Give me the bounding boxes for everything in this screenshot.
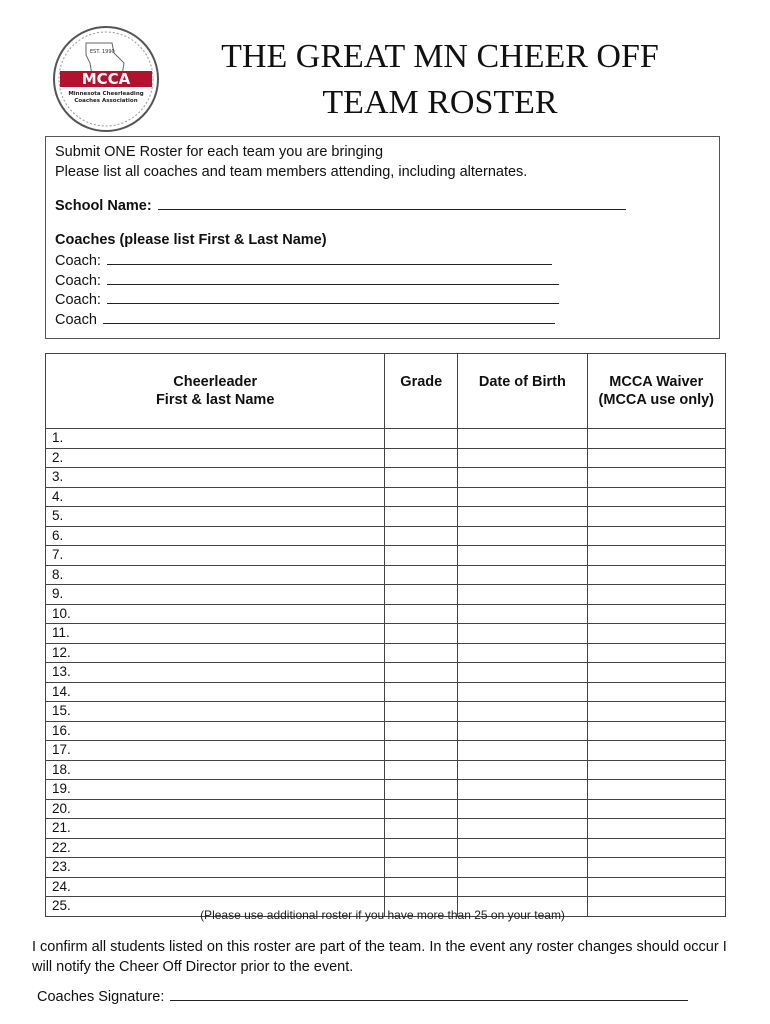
grade-cell[interactable]: [385, 429, 458, 449]
grade-cell[interactable]: [385, 838, 458, 858]
title-line-1: THE GREAT MN CHEER OFF: [221, 38, 659, 75]
grade-cell[interactable]: [385, 877, 458, 897]
row-number[interactable]: 23.: [46, 858, 385, 878]
dob-cell[interactable]: [458, 780, 587, 800]
dob-cell[interactable]: [458, 429, 587, 449]
coach-label: Coach: [55, 311, 97, 328]
roster-table: [45, 353, 726, 917]
waiver-cell[interactable]: [587, 487, 725, 507]
signature-row: [37, 986, 688, 1005]
additional-roster-note: (Please use additional roster if you have more than 25 on your team): [200, 908, 565, 922]
coach-field-1[interactable]: [107, 250, 552, 265]
dob-cell[interactable]: [458, 565, 587, 585]
logo-main-text: MCCA: [81, 70, 131, 88]
waiver-cell[interactable]: [587, 585, 725, 605]
waiver-cell[interactable]: [587, 448, 725, 468]
roster-row: [46, 429, 726, 449]
grade-cell[interactable]: [385, 819, 458, 839]
row-number[interactable]: 9.: [46, 585, 385, 605]
waiver-cell[interactable]: [587, 624, 725, 644]
waiver-cell[interactable]: [587, 507, 725, 527]
dob-cell[interactable]: [458, 507, 587, 527]
roster-row: [46, 760, 726, 780]
roster-row: [46, 721, 726, 741]
dob-cell[interactable]: [458, 799, 587, 819]
signature-label: Coaches Signature:: [37, 989, 165, 1005]
row-number[interactable]: 5.: [46, 507, 385, 527]
row-number[interactable]: 8.: [46, 565, 385, 585]
grade-cell[interactable]: [385, 702, 458, 722]
dob-cell[interactable]: [458, 604, 587, 624]
dob-cell[interactable]: [458, 448, 587, 468]
row-number[interactable]: 1.: [46, 429, 385, 449]
coach-row-2: [55, 270, 719, 290]
signature-field[interactable]: [170, 986, 688, 1001]
dob-cell[interactable]: [458, 624, 587, 644]
row-number[interactable]: 13.: [46, 663, 385, 683]
roster-row: [46, 585, 726, 605]
row-number[interactable]: 17.: [46, 741, 385, 761]
dob-cell[interactable]: [458, 819, 587, 839]
grade-cell[interactable]: [385, 546, 458, 566]
roster-row: [46, 643, 726, 663]
coach-row-1: [55, 250, 719, 270]
roster-row: [46, 877, 726, 897]
grade-cell[interactable]: [385, 468, 458, 488]
roster-row: [46, 858, 726, 878]
row-number[interactable]: 16.: [46, 721, 385, 741]
coach-label: Coach:: [55, 292, 101, 308]
roster-row: [46, 507, 726, 527]
waiver-cell[interactable]: [587, 799, 725, 819]
dob-cell[interactable]: [458, 546, 587, 566]
coach-label: Coach:: [55, 272, 101, 289]
waiver-cell[interactable]: [587, 760, 725, 780]
grade-cell[interactable]: [385, 663, 458, 683]
mcca-logo: [52, 25, 160, 133]
grade-cell[interactable]: [385, 604, 458, 624]
waiver-cell[interactable]: [587, 741, 725, 761]
logo-est-text: EST. 1990: [90, 49, 115, 55]
row-number[interactable]: 4.: [46, 487, 385, 507]
row-number[interactable]: 11.: [46, 624, 385, 644]
roster-row: [46, 799, 726, 819]
row-number[interactable]: 15.: [46, 702, 385, 722]
grade-cell[interactable]: [385, 624, 458, 644]
grade-cell[interactable]: [385, 760, 458, 780]
team-info-box: [45, 136, 720, 339]
coach-field-3[interactable]: [107, 289, 559, 304]
grade-cell[interactable]: [385, 858, 458, 878]
logo-sub-text-1: Minnesota Cheerleading: [68, 91, 144, 97]
dob-cell[interactable]: [458, 487, 587, 507]
row-number[interactable]: 2.: [46, 448, 385, 468]
coach-row-4: [55, 309, 719, 329]
waiver-cell[interactable]: [587, 663, 725, 683]
roster-row: [46, 565, 726, 585]
dob-cell[interactable]: [458, 643, 587, 663]
grade-cell[interactable]: [385, 448, 458, 468]
roster-row: [46, 838, 726, 858]
header-grade: Grade: [385, 354, 458, 429]
row-number[interactable]: 3.: [46, 468, 385, 488]
grade-cell[interactable]: [385, 721, 458, 741]
row-number[interactable]: 18.: [46, 760, 385, 780]
dob-cell[interactable]: [458, 721, 587, 741]
roster-row: [46, 487, 726, 507]
header-date-of-birth: Date of Birth: [458, 354, 587, 429]
row-number[interactable]: 19.: [46, 780, 385, 800]
dob-cell[interactable]: [458, 877, 587, 897]
row-number[interactable]: 6.: [46, 526, 385, 546]
dob-cell[interactable]: [458, 526, 587, 546]
header-mcca-waiver: MCCA Waiver (MCCA use only): [587, 354, 725, 429]
coach-field-2[interactable]: [107, 270, 559, 285]
instruction-1: Submit ONE Roster for each team you are bringing: [55, 144, 384, 160]
grade-cell[interactable]: [385, 643, 458, 663]
dob-cell[interactable]: [458, 663, 587, 683]
dob-cell[interactable]: [458, 838, 587, 858]
confirmation-statement: I confirm all students listed on this roster are part of the team. In the event any roster changes should occur I will notify the Cheer Off Director prior to the event.: [32, 939, 727, 975]
grade-cell[interactable]: [385, 565, 458, 585]
row-number[interactable]: 21.: [46, 819, 385, 839]
dob-cell[interactable]: [458, 468, 587, 488]
dob-cell[interactable]: [458, 741, 587, 761]
waiver-cell[interactable]: [587, 682, 725, 702]
roster-header-row: [46, 354, 726, 429]
grade-cell[interactable]: [385, 487, 458, 507]
waiver-cell[interactable]: [587, 429, 725, 449]
roster-row: [46, 448, 726, 468]
roster-row: [46, 624, 726, 644]
school-name-row: [55, 195, 719, 215]
waiver-cell[interactable]: [587, 565, 725, 585]
coaches-heading: Coaches (please list First & Last Name): [55, 231, 327, 248]
roster-row: [46, 604, 726, 624]
roster-row: [46, 780, 726, 800]
waiver-cell[interactable]: [587, 468, 725, 488]
waiver-cell[interactable]: [587, 877, 725, 897]
coach-label: Coach:: [55, 253, 101, 269]
grade-cell[interactable]: [385, 741, 458, 761]
page-title: [180, 34, 700, 126]
grade-cell[interactable]: [385, 780, 458, 800]
grade-cell[interactable]: [385, 799, 458, 819]
roster-row: [46, 741, 726, 761]
waiver-cell[interactable]: [587, 526, 725, 546]
row-number[interactable]: 12.: [46, 643, 385, 663]
waiver-cell[interactable]: [587, 702, 725, 722]
roster-row: [46, 819, 726, 839]
grade-cell[interactable]: [385, 585, 458, 605]
waiver-cell[interactable]: [587, 546, 725, 566]
roster-row: [46, 468, 726, 488]
waiver-cell[interactable]: [587, 780, 725, 800]
row-number[interactable]: 22.: [46, 838, 385, 858]
roster-row: [46, 546, 726, 566]
row-number[interactable]: 20.: [46, 799, 385, 819]
roster-row: [46, 526, 726, 546]
title-line-2: TEAM ROSTER: [322, 84, 558, 121]
roster-row: [46, 702, 726, 722]
waiver-cell[interactable]: [587, 721, 725, 741]
row-number[interactable]: 10.: [46, 604, 385, 624]
dob-cell[interactable]: [458, 702, 587, 722]
header-cheerleader-name: Cheerleader First & last Name: [46, 354, 385, 429]
dob-cell[interactable]: [458, 760, 587, 780]
dob-cell[interactable]: [458, 682, 587, 702]
grade-cell[interactable]: [385, 507, 458, 527]
school-name-field[interactable]: [158, 195, 626, 210]
row-number[interactable]: 24.: [46, 877, 385, 897]
roster-row: [46, 663, 726, 683]
grade-cell[interactable]: [385, 526, 458, 546]
roster-body: [46, 429, 726, 917]
row-number[interactable]: 25.: [46, 897, 385, 917]
row-number[interactable]: 14.: [46, 682, 385, 702]
row-number[interactable]: 7.: [46, 546, 385, 566]
waiver-cell[interactable]: [587, 858, 725, 878]
grade-cell[interactable]: [385, 682, 458, 702]
dob-cell[interactable]: [458, 858, 587, 878]
coach-field-4[interactable]: [103, 309, 555, 324]
waiver-cell[interactable]: [587, 643, 725, 663]
school-name-label: School Name:: [55, 198, 152, 214]
instruction-2: Please list all coaches and team members attending, including alternates.: [55, 163, 528, 180]
dob-cell[interactable]: [458, 585, 587, 605]
waiver-cell[interactable]: [587, 819, 725, 839]
roster-row: [46, 682, 726, 702]
waiver-cell[interactable]: [587, 838, 725, 858]
waiver-cell[interactable]: [587, 604, 725, 624]
logo-sub-text-2: Coaches Association: [74, 98, 138, 104]
coach-row-3: [55, 289, 719, 309]
